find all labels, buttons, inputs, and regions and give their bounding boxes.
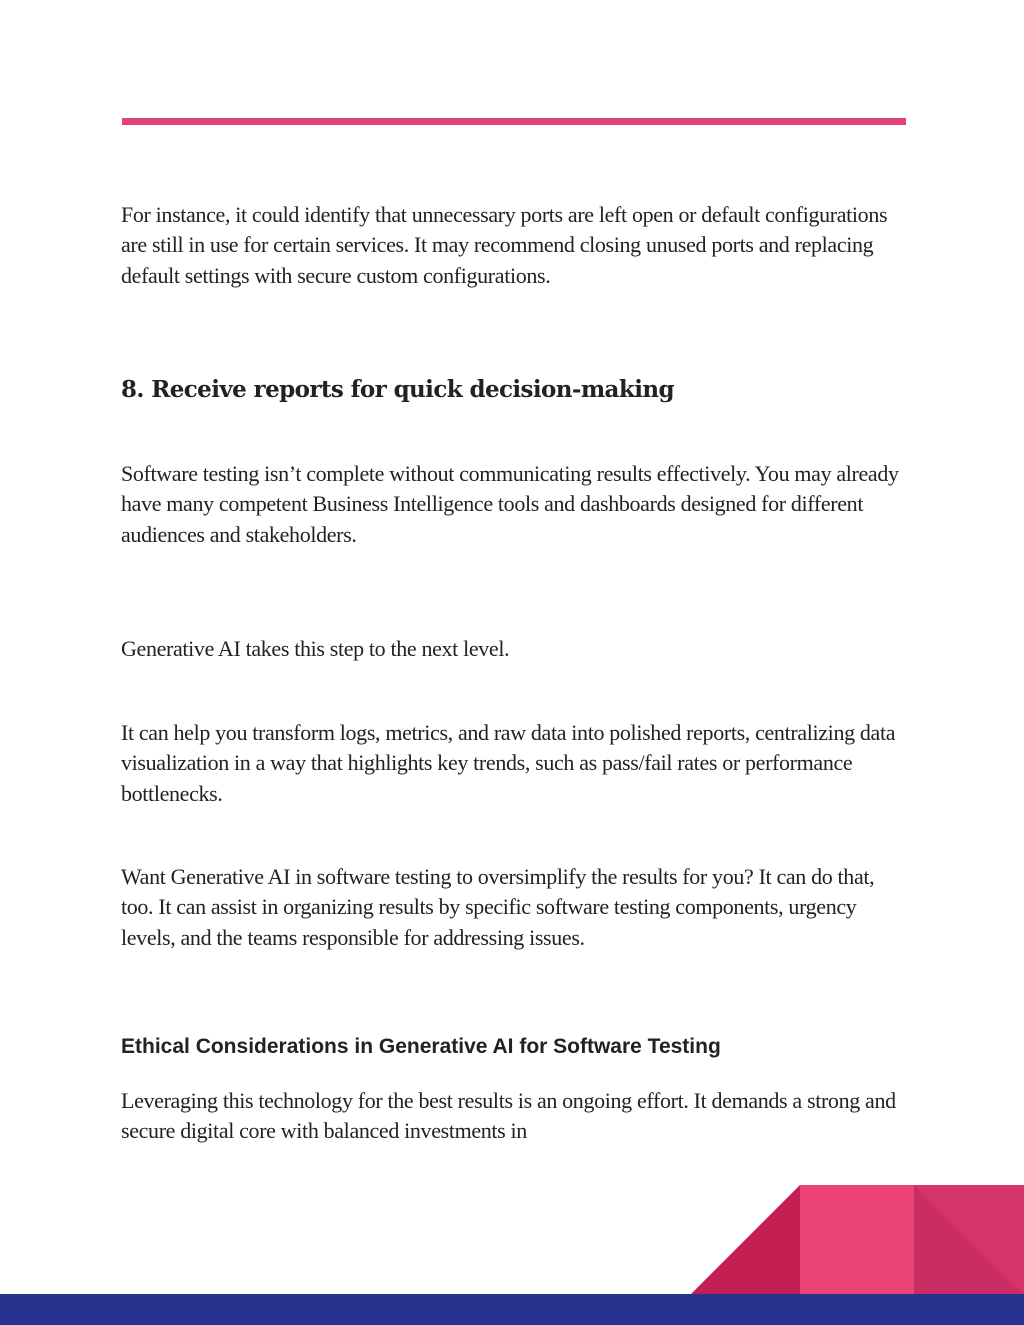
ethics-heading: Ethical Considerations in Generative AI for Software Testing bbox=[121, 1035, 721, 1058]
section-heading: 8. Receive reports for quick decision-making bbox=[121, 376, 674, 403]
footer-bar bbox=[0, 1294, 1024, 1325]
top-accent-rule bbox=[122, 118, 906, 125]
paragraph-oversimplify: Want Generative AI in software testing to oversimplify the results for you? It can do that, too. It can assist in organizing results by specific software testing components, urgency levels, and the teams responsible for addressing issues. bbox=[121, 864, 875, 950]
intro-paragraph: For instance, it could identify that unnecessary ports are left open or default configurations are still in use for certain services. It may recommend closing unused ports and replacing default settings with secure custom configurations. bbox=[121, 202, 888, 288]
corner-block-pink bbox=[800, 1185, 914, 1295]
corner-decoration bbox=[690, 1185, 1024, 1295]
paragraph-next-level: Generative AI takes this step to the next level. bbox=[121, 636, 510, 661]
paragraph-testing-results: Software testing isn’t complete without communicating results effectively. You may already have many competent Business Intelligence tools and dashboards designed for different audiences and stakeholders. bbox=[121, 461, 899, 547]
paragraph-transform-logs: It can help you transform logs, metrics, and raw data into polished reports, centralizing data visualization in a way that highlights key trends, such as pass/fail rates or performance bottlenecks. bbox=[121, 720, 896, 806]
paragraph-leveraging: Leveraging this technology for the best results is an ongoing effort. It demands a strong and secure digital core with balanced investments in bbox=[121, 1088, 896, 1144]
corner-triangle-crimson bbox=[690, 1185, 800, 1295]
